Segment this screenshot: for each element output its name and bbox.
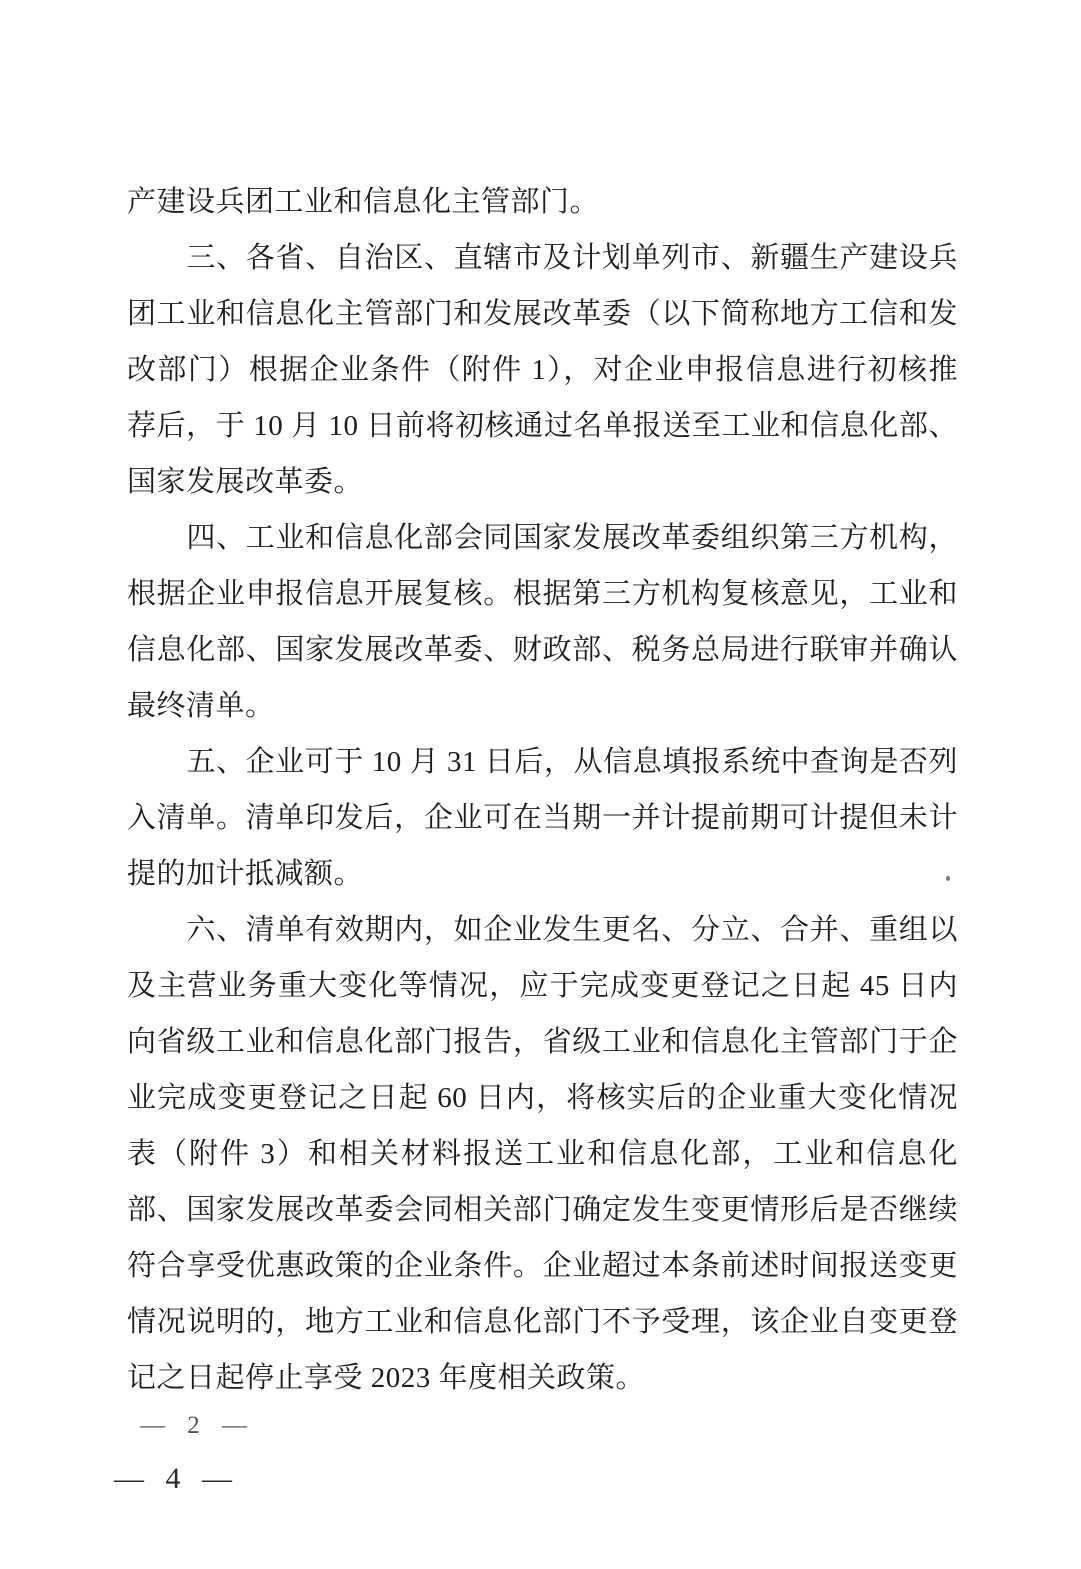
text-line: 部、国家发展改革委会同相关部门确定发生变更情形后是否继续: [127, 1194, 958, 1226]
text-line: 五、企业可于 10 月 31 日后，从信息填报系统中查询是否列: [186, 746, 958, 778]
text-line: 记之日起停止享受 2023 年度相关政策。: [127, 1362, 646, 1394]
text-line: 四、工业和信息化部会同国家发展改革委组织第三方机构，: [186, 522, 958, 554]
footer-page-number-current: — 4 —: [114, 1462, 232, 1495]
text-line: 六、清单有效期内，如企业发生更名、分立、合并、重组以: [186, 914, 958, 946]
scan-artifact-dot: [946, 876, 950, 881]
text-line: 团工业和信息化主管部门和发展改革委（以下简称地方工信和发: [127, 298, 958, 330]
text-line: 荐后，于 10 月 10 日前将初核通过名单报送至工业和信息化部、: [127, 410, 958, 442]
text-line: 及主营业务重大变化等情况，应于完成变更登记之日起 45 日内: [127, 970, 958, 1002]
text-line: 提的加计抵减额。: [127, 858, 364, 890]
text-line: 情况说明的，地方工业和信息化部门不予受理，该企业自变更登: [127, 1306, 958, 1338]
text-line: 信息化部、国家发展改革委、财政部、税务总局进行联审并确认: [127, 634, 958, 666]
text-line: 三、各省、自治区、直辖市及计划单列市、新疆生产建设兵: [186, 242, 958, 274]
text-line: 最终清单。: [127, 690, 275, 722]
document-text: [127, 174, 958, 1406]
text-line: 符合享受优惠政策的企业条件。企业超过本条前述时间报送变更: [127, 1250, 958, 1282]
text-line: 入清单。清单印发后，企业可在当期一并计提前期可计提但未计: [127, 802, 958, 834]
text-line: 向省级工业和信息化部门报告，省级工业和信息化主管部门于企: [127, 1026, 958, 1058]
text-line: 根据企业申报信息开展复核。根据第三方机构复核意见，工业和: [127, 578, 958, 610]
text-line: 业完成变更登记之日起 60 日内，将核实后的企业重大变化情况: [127, 1082, 958, 1114]
footer-page-number-original: — 2 —: [140, 1412, 247, 1439]
text-line: 表（附件 3）和相关材料报送工业和信息化部，工业和信息化: [127, 1138, 958, 1170]
text-line: 国家发展改革委。: [127, 466, 364, 498]
text-line: 改部门）根据企业条件（附件 1），对企业申报信息进行初核推: [127, 354, 958, 386]
text-line: 产建设兵团工业和信息化主管部门。: [127, 186, 600, 218]
